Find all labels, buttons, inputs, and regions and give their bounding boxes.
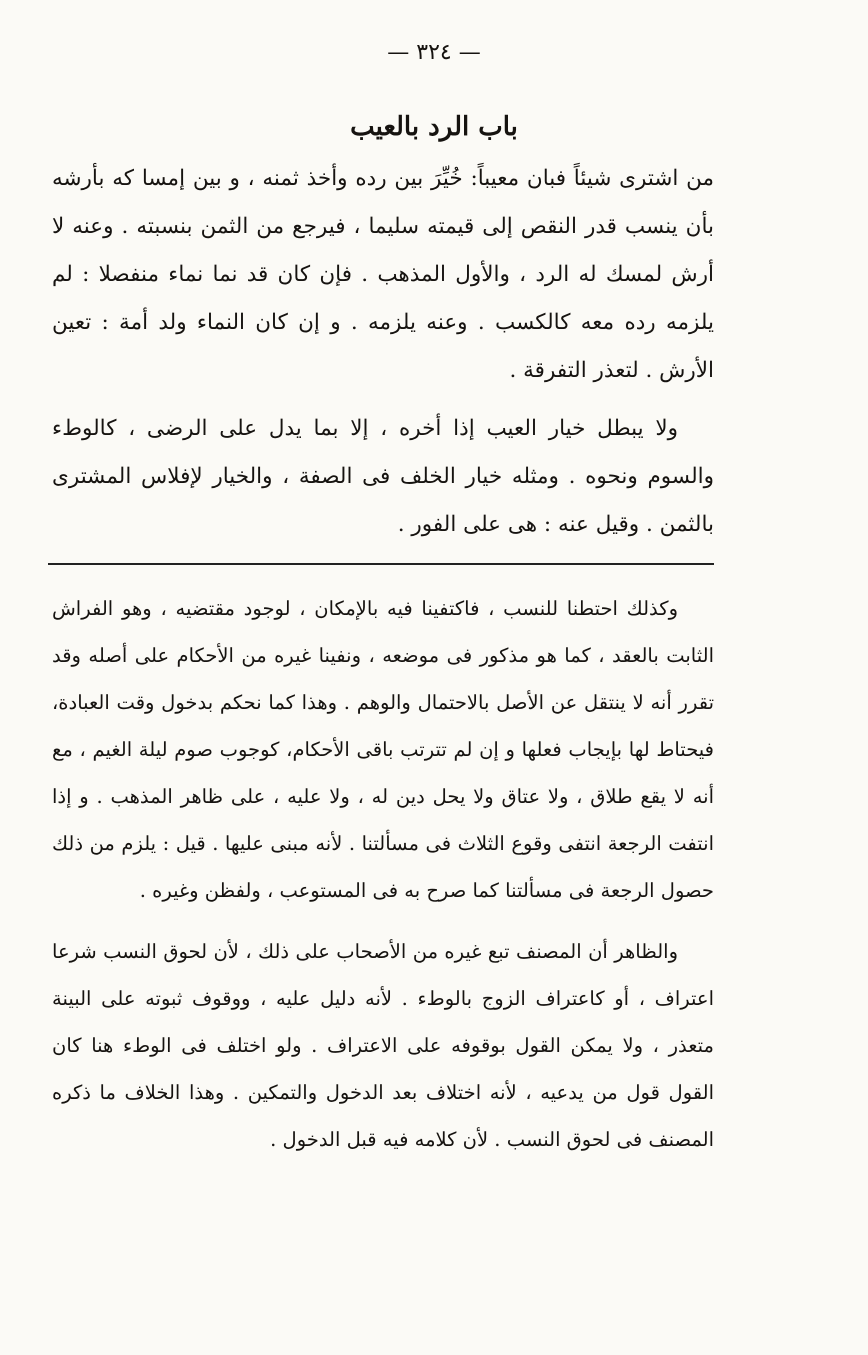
commentary-paragraph-1: وكذلك احتطنا للنسب ، فاكتفينا فيه بالإمكان ، لوجود مقتضيه ، وهو الفراش الثابت بالعقد ، كما هو مذكور فى موضعه ، ونفينا غيره من الأحكام على أصله وقد تقرر أنه لا ينتقل عن الأصل بالاحتمال والوهم . وهذا كما نحكم بدخول وقت العبادة، فيحتاط لها بإيجاب فعلها و إن لم تترتب باقى الأحكام، كوجوب صوم ليلة الغيم ، مع أنه لا يقع طلاق ، ولا عتاق ولا يحل دين له ، ولا عليه ، على ظاهر المذهب . و إذا انتفت الرجعة انتفى وقوع الثلاث فى مسألتنا . لأنه مبنى عليها . قيل : يلزم من ذلك حصول الرجعة فى مسألتنا كما صرح به فى المستوعب ، ولفظن وغيره . xyxy=(52,597,714,902)
commentary xyxy=(52,585,714,1177)
main-paragraph-2: ولا يبطل خيار العيب إذا أخره ، إلا بما يدل على الرضى ، كالوطء والسوم ونحوه . ومثله خيار الخلف فى الصفة ، والخيار لإفلاس المشترى بالثمن . وقيل عنه : هى على الفور . xyxy=(52,416,714,537)
page-number: — ٣٢٤ — xyxy=(387,40,481,65)
commentary-paragraph-2: والظاهر أن المصنف تبع غيره من الأصحاب على ذلك ، لأن لحوق النسب شرعا اعتراف ، أو كاعتراف الزوج بالوطء . لأنه دليل عليه ، ووقوف ثبوته على البينة متعذر ، ولا يمكن القول بوقوفه على الاعتراف . ولو اختلف فى الوطء هنا كان القول قول من يدعيه ، لأنه اختلاف بعد الدخول والتمكين . وهذا الخلاف ما ذكره المصنف فى لحوق النسب . لأن كلامه فيه قبل الدخول . xyxy=(52,940,714,1151)
main-paragraph-1: من اشترى شيئاً فبان معيباً: خُيِّرَ بين رده وأخذ ثمنه ، و بين إمسا كه بأرشه بأن ينسب قدر النقص إلى قيمته سليما ، فيرجع من الثمن بنسبته . وعنه لا أرش لمسك له الرد ، والأول المذهب . فإن كان قد نما نماء منفصلا : لم يلزمه رده معه كالكسب . وعنه يلزمه . و إن كان النماء ولد أمة : تعين الأرش . لتعذر التفرقة . xyxy=(52,166,714,383)
main-text xyxy=(52,155,714,559)
footnote-separator xyxy=(48,563,714,565)
chapter-title: باب الرد بالعيب xyxy=(350,112,518,142)
